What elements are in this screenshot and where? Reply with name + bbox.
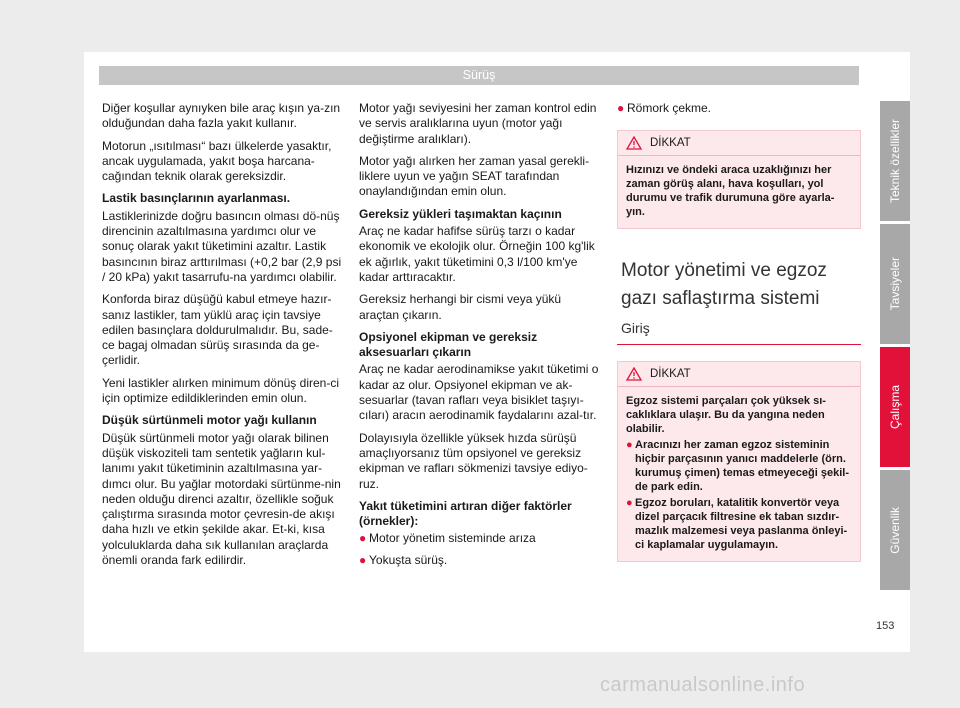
page-number: 153 (876, 620, 895, 632)
tab-guvenlik[interactable] (880, 470, 910, 590)
warning-triangle-icon (626, 367, 642, 381)
paragraph: Araç ne kadar hafifse sürüş tarzı o kadar ekonomik ve ekolojik olur. Örneğin 100 kg'lik ek ağırlık, yakıt tüketimini 0,3 l/100 km'ye kadar arttıracaktır. (359, 224, 595, 284)
column-middle (359, 101, 603, 574)
tab-tavsiyeler[interactable] (880, 224, 910, 344)
list-item-text: Yokuşta sürüş. (369, 552, 448, 567)
paragraph: Konforda biraz düşüğü kabul etmeye hazır-sanız lastikler, tam yüklü araç için tavsiye edilen basınçlara doldurulmalıdır. Bu, sade-ce bagaj olmadan sürüş sırasında da ge-çerlidir. (102, 292, 333, 368)
chapter-tabs (880, 101, 910, 593)
warning-text: Egzoz sistemi parçaları çok yüksek sı-caklıklara ulaşır. Bu da yangına neden olabilir. (626, 394, 826, 435)
watermark: carmanualsonline.info (600, 674, 806, 696)
bullet-icon: ● (359, 531, 367, 546)
paragraph: Yeni lastikler alırken minimum dönüş diren-ci için optimize edildiklerinden emin olun. (102, 375, 339, 406)
bullet-icon: ● (617, 101, 625, 115)
sub-title: Giriş (617, 321, 861, 344)
warning-list-text: Egzoz boruları, katalitik konvertör veya dizel parçacık filtresine ek taban sızdır-mazlık malzemesi veya paslanma önleyi-ci kaplamalar uygulamayın. (635, 496, 848, 551)
page-header: Sürüş (99, 66, 859, 85)
paragraph: Diğer koşullar aynıyken bile araç kışın ya-zın olduğundan daha fazla yakıt kullanır. (102, 101, 341, 131)
warning-box (617, 361, 861, 562)
warning-title: DİKKAT (650, 137, 691, 150)
bullet-icon: ● (626, 496, 633, 509)
list-item-text: Römork çekme. (627, 101, 712, 115)
warning-body (618, 156, 860, 228)
warning-text: Hızınızı ve öndeki araca uzaklığınızı her zaman görüş alanı, hava koşulları, yol durumu ve trafik durumuna göre ayarla-yın. (626, 164, 835, 219)
list-item (359, 553, 603, 568)
column-left (102, 101, 342, 575)
warning-list-item (626, 438, 852, 494)
paragraph: Motor yağı seviyesini her zaman kontrol edin ve servis aralıklarına uyun (motor yağı değiştirme aralıkları). (359, 101, 597, 146)
paragraph: Dolayısıyla özellikle yüksek hızda sürüşü amaçlıyorsanız tüm opsiyonel ve gereksiz ekipman ve rafları sökmenizi tavsiye ediyo-ruz. (359, 430, 588, 491)
paragraph: Motor yağı alırken her zaman yasal gerekli-liklere uyun ve yağın SEAT tarafından onaylandığından emin olun. (359, 153, 590, 199)
warning-header (618, 131, 860, 156)
paragraph: Gereksiz herhangi bir cismi veya yükü araçtan çıkarın. (359, 292, 562, 322)
tab-label: Tavsiyeler (888, 257, 902, 311)
paragraph: Motorun „ısıtılması“ bazı ülkelerde yasaktır, ancak uygulamada, yakıt boşa harcana-cağından teknik olarak gereksizdir. (102, 138, 332, 184)
section-heading: Düşük sürtünmeli motor yağı kullanın (102, 413, 317, 428)
section-heading: Opsiyonel ekipman ve gereksiz aksesuarları çıkarın (359, 329, 538, 360)
tab-label: Güvenlik (888, 506, 902, 554)
list-item-text: Motor yönetim sisteminde arıza (369, 531, 536, 546)
paragraph: Düşük sürtünmeli motor yağı olarak bilinen düşük viskoziteli tam sentetik yağların kul-lanımı yakıt tüketiminin azaltılmasına yar-dımcı olur. Bu yağlar motordaki sürtünme-nin neden olduğu direnci azaltır, özellikle soğuk çalıştırma sırasında motor çevresin-de akışı daha hızlı ve etkin şekilde akar. Et-ki, kısa yolculuklarda daha sık kullanılan araçlarda önemli oranda fark edilirdir. (102, 430, 341, 568)
warning-list-text: Aracınızı her zaman egzoz sisteminin hiçbir parçasının yanıcı maddelerle (örn. kurumuş çimen) temas etmeyeceği şekil-de park edin. (635, 438, 849, 493)
paragraph: Araç ne kadar aerodinamikse yakıt tüketimi o kadar az olur. Opsiyonel ekipman ve ak-sesuarlar (tavan rafları veya bisiklet taşıyı-cıları) aracın aerodinamik faydalarını azal-tır. (359, 362, 599, 423)
warning-list-item (626, 496, 852, 552)
section-heading: Gereksiz yükleri taşımaktan kaçının (359, 206, 562, 221)
section-heading: Yakıt tüketimini artıran diğer faktörler (örnekler): (359, 498, 572, 529)
warning-triangle-icon (626, 136, 642, 150)
warning-header (618, 362, 860, 387)
warning-body (618, 387, 860, 561)
paragraph: Lastiklerinizde doğru basıncın olması dö-nüş direncinin azaltılmasına yardımcı olur ve sonuç olarak yakıt tüketimini azaltır. Lastik basıncının biraz arttırılması (+0,2 bar (2,9 psi / 20 kPa) yakıt tasarrufu-na yardımcı olabilir. (102, 208, 342, 284)
warning-box (617, 130, 861, 229)
bullet-icon: ● (359, 552, 367, 567)
section-heading: Lastik basınçlarının ayarlanması. (102, 191, 291, 206)
tab-teknik-ozellikler[interactable] (880, 101, 910, 221)
section-title: Motor yönetimi ve egzoz gazı saflaştırma sistemi (621, 260, 827, 310)
list-item (359, 531, 603, 546)
warning-title: DİKKAT (650, 367, 691, 380)
list-item (617, 101, 861, 116)
tab-label: Çalışma (888, 384, 902, 429)
tab-calisma[interactable] (880, 347, 910, 467)
tab-label: Teknik özellikler (888, 118, 902, 204)
column-right (617, 101, 861, 562)
bullet-icon: ● (626, 438, 633, 451)
